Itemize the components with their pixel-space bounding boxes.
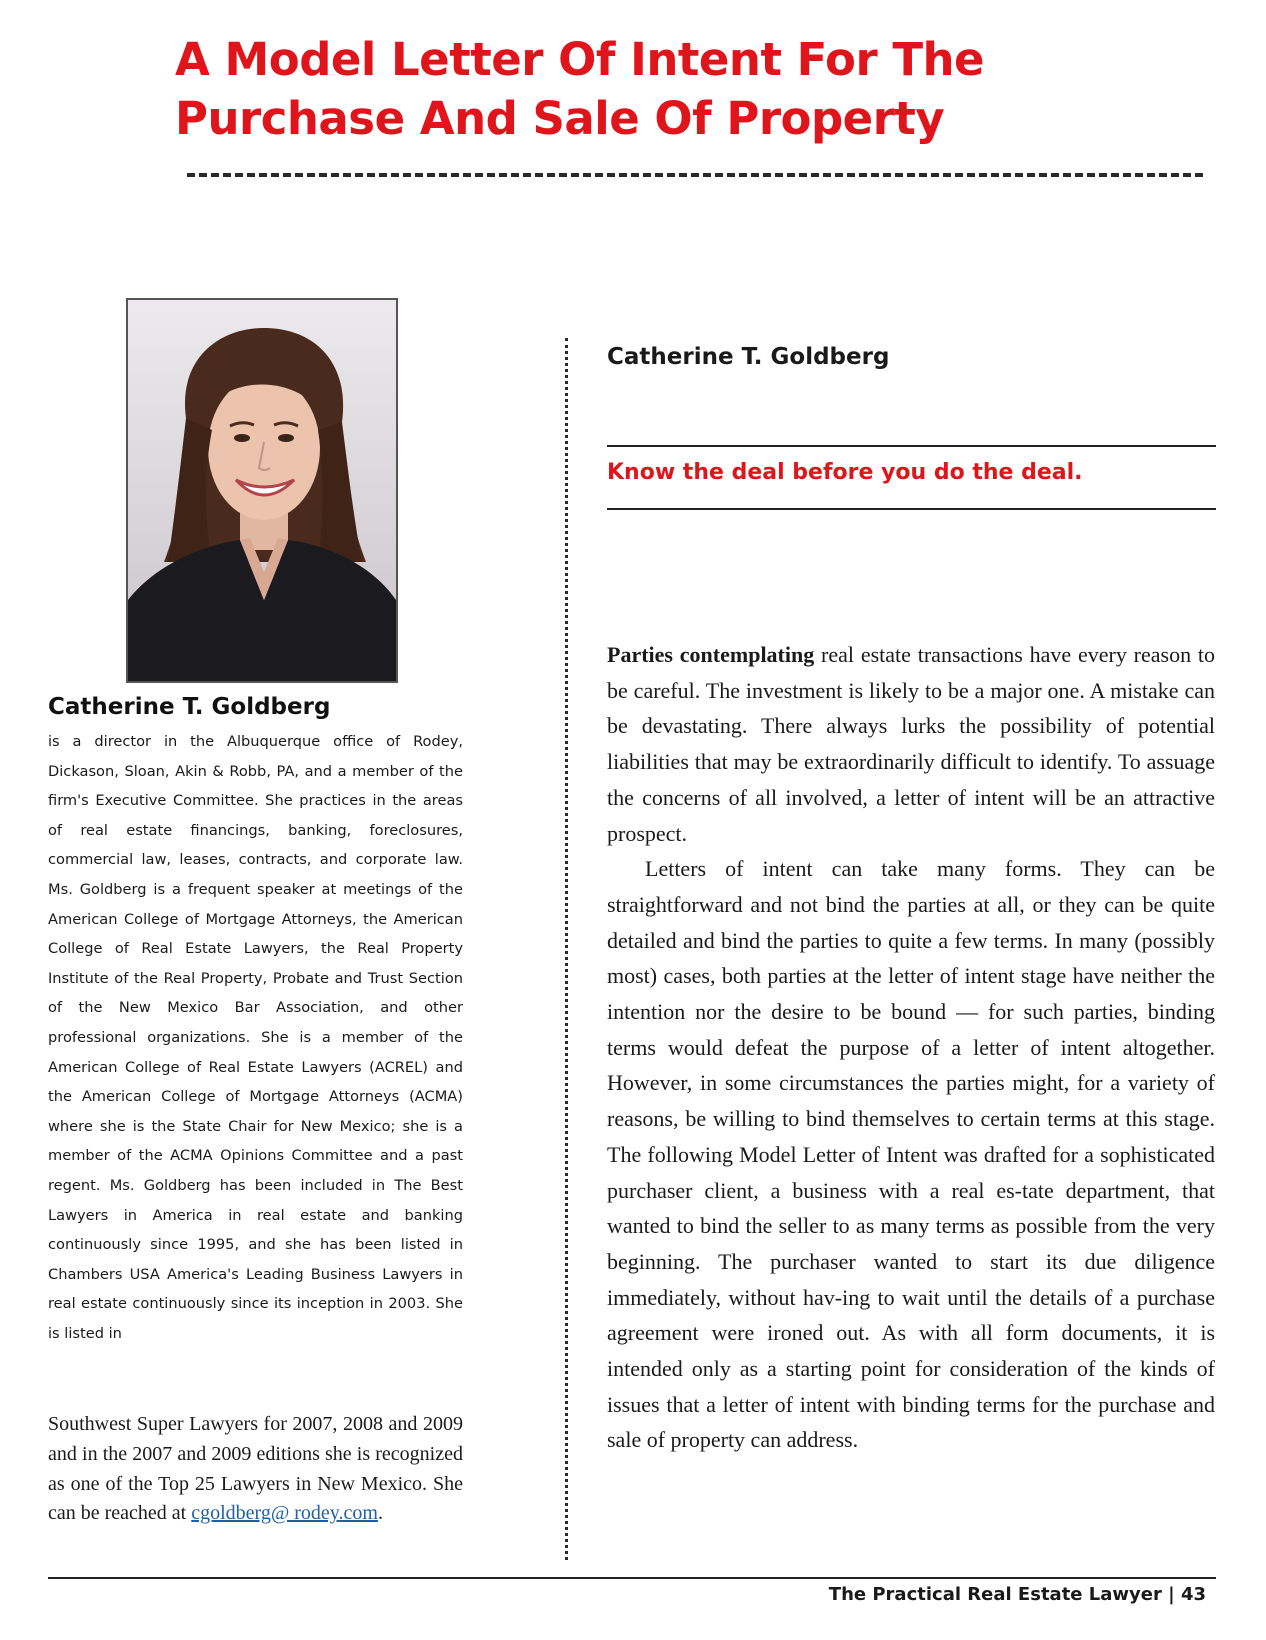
author-portrait	[126, 298, 398, 683]
tagline-top-rule	[607, 445, 1216, 447]
article-author: Catherine T. Goldberg	[607, 344, 890, 370]
email-link[interactable]: cgoldberg@ rodey.com	[191, 1502, 378, 1525]
bio-text: is a director in the Albuquerque office of Rodey, Dickason, Sloan, Akin & Robb, PA, and a member of the firm's Executive Committee. She practices in the areas of real estate financings, banking, foreclosures, commercial law, leases, contracts, and corporate law. Ms. Goldberg is a frequent speaker at meetings of the American College of Mortgage Attorneys, the American College of Real Estate Lawyers, the Real Property Institute of the Real Property, Probate and Trust Section of the New Mexico Bar Association, and other professional organizations. She is a member of the American College of Real Estate Lawyers (ACREL) and the American College of Mortgage Attorneys (ACMA) where she is the State Chair for New Mexico; she is a member of the ACMA Opinions Committee and a past regent. Ms. Goldberg has been included in The Best Lawyers in America in real estate and banking continuously since 1995, and she has been listed in Chambers USA America's Leading Business Lawyers in real estate continuously since its inception in 2003. She is listed in	[48, 733, 463, 1342]
title-dashed-divider	[187, 173, 1203, 177]
title-line-1: A Model Letter Of Intent For The	[175, 33, 985, 86]
article-tagline: Know the deal before you do the deal.	[607, 460, 1083, 485]
tagline-bottom-rule	[607, 508, 1216, 510]
page-footer: The Practical Real Estate Lawyer | 43	[828, 1584, 1206, 1605]
article-paragraph-1	[607, 637, 1215, 851]
portrait-icon	[128, 300, 396, 681]
email-suffix: .	[377, 1502, 383, 1525]
title-line-2: Purchase And Sale Of Property	[175, 92, 945, 145]
footer-rule	[48, 1577, 1216, 1579]
article-body	[607, 637, 1215, 1458]
paragraph-1-text: real estate transactions have every reason to be careful. The investment is likely to be a major one. A mistake can be devastating. There always lurks the possibility of potential liabilities that may be extraordinarily difficult to identify. To assuage the concerns of all involved, a letter of intent will be an attractive prospect.	[607, 642, 1216, 846]
column-dotted-divider	[565, 338, 568, 1560]
article-paragraph-2: Letters of intent can take many forms. They can be straightforward and not bind the parties at all, or they can be quite detailed and bind the parties to quite a few terms. In many (possibly most) cases, both parties at the letter of intent stage have neither the intention nor the desire to be bound — for such parties, binding terms would defeat the purpose of a letter of intent altogether. However, in some circumstances the parties might, for a variety of reasons, be willing to bind themselves to certain terms at this stage. The following Model Letter of Intent was drafted for a sophisticated purchaser client, a business with a real es-tate department, that wanted to bind the seller to as many terms as possible from the very beginning. The purchaser wanted to start its due diligence immediately, without hav-ing to wait until the details of a purchase agreement were ironed out. As with all form documents, it is intended only as a starting point for consideration of the kinds of issues that a letter of intent with binding terms for the purchase and sale of property can address.	[607, 856, 1215, 1453]
paragraph-lead: Parties contemplating	[607, 642, 815, 667]
page-title	[175, 30, 1175, 148]
bio-author-name: Catherine T. Goldberg	[48, 694, 331, 720]
bio-contact-text: Southwest Super Lawyers for 2007, 2008 and 2009 and in the 2007 and 2009 editions she is recognized as one of the Top 25 Lawyers in New Mexico. She can be reached at	[48, 1413, 463, 1525]
bio-contact	[48, 1410, 463, 1529]
